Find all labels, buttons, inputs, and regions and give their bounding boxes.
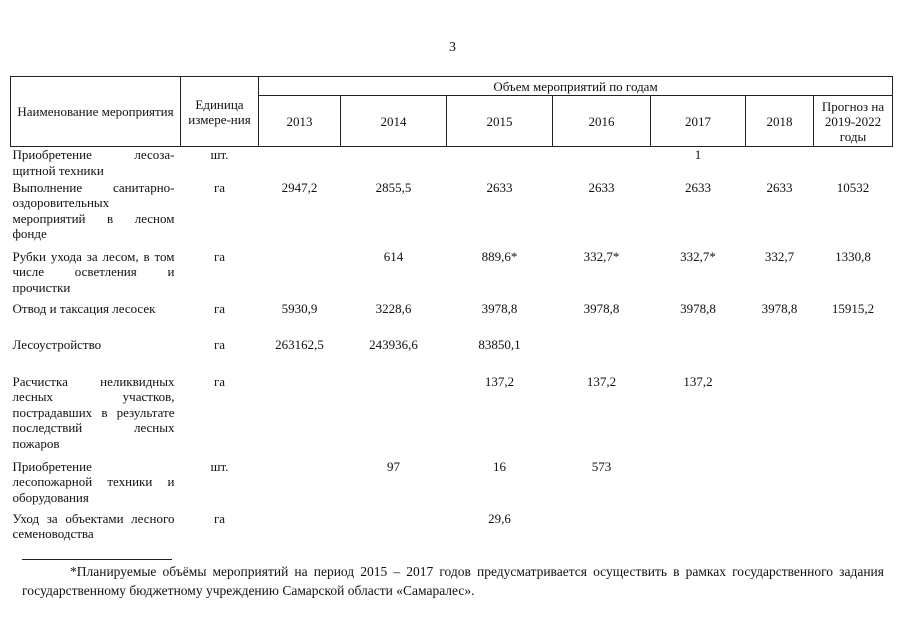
cell-value	[553, 511, 651, 547]
header-unit: Единица измере-ния	[181, 77, 259, 147]
cell-value	[259, 374, 341, 459]
cell-value	[746, 459, 814, 511]
cell-value: 1330,8	[835, 248, 871, 264]
cell-value	[746, 337, 814, 374]
cell-value	[746, 147, 814, 180]
cell-value	[447, 147, 553, 180]
row-unit: шт.	[210, 458, 229, 474]
row-name: Отвод и таксация лесосек	[12, 300, 156, 316]
cell-value: 2855,5	[375, 179, 412, 195]
cell-value: 5930,9	[281, 300, 318, 316]
cell-value	[814, 337, 893, 374]
cell-value	[553, 147, 651, 180]
row-name: Расчистка неликвидных лесных участков, пострадавших в результате последствий лесных пожаров	[12, 373, 175, 451]
cell-value: 16	[493, 458, 506, 474]
table-row	[11, 147, 893, 180]
row-unit: га	[213, 300, 226, 316]
cell-value	[341, 374, 447, 459]
table-row	[11, 337, 893, 374]
cell-value: 2633	[588, 179, 615, 195]
cell-value: 3228,6	[375, 300, 412, 316]
header-year: 2014	[341, 96, 447, 147]
header-forecast: Прогноз на 2019-2022 годы	[814, 96, 893, 147]
row-unit: га	[213, 179, 226, 195]
header-year: 2018	[746, 96, 814, 147]
row-name: Выполнение санитарно-оздоровительных мероприятий в лесном фонде	[12, 179, 175, 242]
cell-value: 15915,2	[831, 300, 875, 316]
activities-table	[10, 76, 893, 547]
row-name: Приобретение лесоза-щитной техники	[12, 147, 175, 178]
row-unit: га	[213, 336, 226, 352]
cell-value: 243936,6	[369, 336, 418, 352]
cell-value	[553, 337, 651, 374]
cell-value: 332,7*	[583, 248, 620, 264]
cell-value: 263162,5	[275, 336, 324, 352]
table-row	[11, 301, 893, 337]
footnote: *Планируемые объёмы мероприятий на период 2015 – 2017 годов предусматривается осуществить в рамках государственного задания государственному бюджетному учреждению Самарской области «Самаралес».	[22, 564, 884, 598]
cell-value	[814, 374, 893, 459]
cell-value	[814, 511, 893, 547]
cell-value	[259, 147, 341, 180]
header-years-group: Объем мероприятий по годам	[259, 77, 893, 96]
header-year: 2013	[259, 96, 341, 147]
cell-value: 2633	[685, 179, 711, 195]
cell-value	[746, 374, 814, 459]
table-row	[11, 180, 893, 249]
cell-value	[651, 459, 746, 511]
cell-value	[814, 459, 893, 511]
cell-value: 83850,1	[478, 336, 521, 352]
header-year: 2015	[447, 96, 553, 147]
row-unit: га	[213, 373, 226, 389]
cell-value: 614	[383, 248, 404, 264]
table-row	[11, 249, 893, 301]
row-name: Лесоустройство	[12, 336, 102, 352]
cell-value: 889,6*	[481, 248, 518, 264]
row-name: Рубки ухода за лесом, в том числе осветления и прочистки	[12, 248, 175, 295]
page-number: 3	[449, 40, 456, 55]
cell-value: 3978,8	[583, 300, 620, 316]
cell-value: 2633	[766, 179, 793, 195]
cell-value	[259, 249, 341, 301]
cell-value: 3978,8	[680, 300, 716, 316]
header-name: Наименование мероприятия	[11, 77, 181, 147]
cell-value: 137,2	[484, 373, 515, 389]
cell-value	[814, 147, 893, 180]
row-unit: га	[213, 510, 226, 526]
row-unit: шт.	[210, 147, 229, 162]
cell-value: 2947,2	[281, 179, 318, 195]
footnote-divider	[22, 559, 172, 560]
cell-value	[259, 459, 341, 511]
cell-value: 137,2	[683, 373, 713, 389]
cell-value	[651, 511, 746, 547]
cell-value	[341, 511, 447, 547]
table-row	[11, 374, 893, 459]
cell-value: 332,7	[764, 248, 795, 264]
cell-value: 3978,8	[761, 300, 798, 316]
cell-value: 97	[387, 458, 400, 474]
cell-value: 2633	[486, 179, 513, 195]
cell-value: 10532	[836, 179, 870, 195]
cell-value	[259, 511, 341, 547]
cell-value	[341, 147, 447, 180]
header-year: 2016	[553, 96, 651, 147]
header-year: 2017	[651, 96, 746, 147]
table-row	[11, 511, 893, 547]
row-unit: га	[213, 248, 226, 264]
cell-value	[651, 337, 746, 374]
row-name: Уход за объектами лесного семеноводства	[12, 510, 175, 542]
row-name: Приобретение лесопожарной техники и оборудования	[12, 458, 175, 505]
table-row	[11, 459, 893, 511]
cell-value: 137,2	[586, 373, 617, 389]
cell-value: 1	[694, 147, 702, 162]
cell-value: 3978,8	[481, 300, 518, 316]
cell-value: 332,7*	[680, 248, 716, 264]
cell-value: 573	[591, 458, 612, 474]
cell-value: 29,6	[488, 510, 511, 526]
cell-value	[746, 511, 814, 547]
